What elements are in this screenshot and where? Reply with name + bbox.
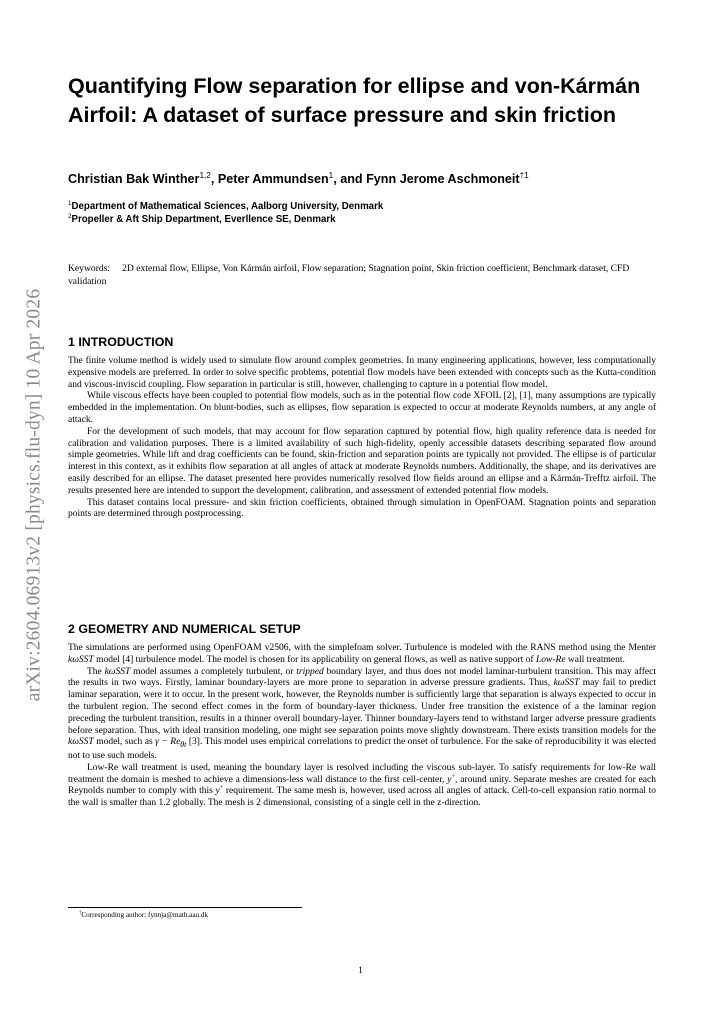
section-heading-geometry: 2 GEOMETRY AND NUMERICAL SETUP [68, 622, 301, 636]
author-name: Christian Bak Winther [68, 172, 200, 186]
author-separator: , and [333, 172, 367, 186]
arxiv-identifier-stamp: arXiv:2604.06913v2 [physics.flu-dyn] 10 Apr 2026 [23, 288, 44, 702]
introduction-body [68, 356, 656, 521]
author-affil-mark: 1 [328, 170, 334, 180]
author-affil-mark: 1,2 [199, 170, 211, 180]
author-name: Fynn Jerome Aschmoneit [366, 172, 520, 186]
affiliation-item [68, 201, 668, 214]
page-number: 1 [358, 966, 363, 976]
footnote-text: Corresponding author: fynnja@math.aau.dk [81, 911, 209, 919]
author-separator: , [210, 172, 218, 186]
affiliation-mark: 1 [68, 199, 72, 207]
affiliation-text: Propeller & Aft Ship Department, Everllence SE, Denmark [71, 213, 336, 225]
keywords-block [68, 262, 656, 288]
author-name: Peter Ammundsen [217, 172, 329, 186]
paragraph: While viscous effects have been coupled to potential flow models, such as in the potential flow code XFOIL [2], [1], many assumptions are typically embedded in the implementation. On blunt-bodies, such as ellipses, flow separation is expected to occur at moderate Reynolds numbers, at any angle of attack. [68, 391, 656, 425]
paragraph: The finite volume method is widely used to simulate flow around complex geometries. In many engineering applications, however, less computationally expensive models are preferred. In order to solve specific problems, potential flow models have been extended with concepts such as the Kutta-condition and viscous-inviscid coupling. Flow separation in particular is still, however, challenging to capture in a potential flow model. [68, 356, 656, 390]
math-expression: γ − Re [155, 737, 181, 748]
keywords-text: 2D external flow, Ellipse, Von Kármán airfoil, Flow separation; Stagnation point, Skin friction coefficient, Benchmark dataset, CFD validation [68, 263, 630, 287]
paragraph: The kωSST model assumes a completely turbulent, or tripped boundary layer, and thus does not model laminar-turbulent transition. This may affect the results in two ways. Firstly, laminar boundary-layers are more prone to separation in adverse pressure gradients. Thus, kωSST may fail to predict laminar separation, were it to occur. In the present work, however, the Reynolds number is sufficiently large that separation is always expected to occur in the turbulent region. The second effect comes in the form of boundary-layer thickness. Under free transition the existence of a the laminar region preceding the turbulent transition, results in a thinner overall boundary-layer. Thinner boundary-layers tend to withstand larger adverse pressure gradients before separation. Thus, with ideal transition modeling, one might see separation points move slightly downstream. There exists transition models for the kωSST model, such as $\gamma - Re_{\theta t}$ [3]. This model uses empirical correlations to predict the onset of turbulence. For the sake of reproducibility it was elected not to use such models. [68, 666, 657, 762]
affiliation-list [68, 201, 668, 226]
footnote [79, 911, 208, 919]
paragraph: This dataset contains local pressure- and skin friction coefficients, obtained through simulation in OpenFOAM. Stagnation points and separation points are determined through postprocessing. [68, 497, 656, 520]
affiliation-text: Department of Mathematical Sciences, Aalborg University, Denmark [71, 201, 384, 212]
paper-title: Quantifying Flow separation for ellipse and von-Kármán Airfoil: A dataset of surface pressure and skin friction [68, 74, 641, 127]
geometry-body [68, 643, 656, 810]
affiliation-mark: 2 [68, 212, 72, 220]
paragraph: The simulations are performed using OpenFOAM v2506, with the simplefoam solver. Turbulence is modeled with the RANS method using the Menter kωSST model [4] turbulence model. The model is chosen for its applicability on general flows, as well as native support of Low-Re wall treatment. [68, 643, 656, 665]
keywords-label: Keywords: [68, 263, 111, 274]
section-heading-introduction: 1 INTRODUCTION [68, 335, 174, 349]
author-affil-mark: †1 [519, 170, 529, 180]
paragraph: Low-Re wall treatment is used, meaning the boundary layer is resolved including the viscous sub-layer. To satisfy requirements for low-Re wall treatment the domain is meshed to achieve a dimensions-less wall distance to the first cell-center, y+, around unity. Separate meshes are created for each Reynolds number to comply with this y+ requirement. The same mesh is, however, used across all angles of attack. Cell-to-cell expansion ratio normal to the wall is smaller than 1.2 globally. The mesh is 2 dimensional, consisting of a single cell in the z-direction. [68, 762, 656, 809]
footnote-mark: † [79, 910, 82, 916]
paragraph: For the development of such models, that may account for flow separation captured by potential flow, high quality reference data is needed for calibration and validation purposes. There is a limited availability of such high-fidelity, openly accessible datasets describing separated flow around simple geometries. While lift and drag coefficients can be found, skin-friction and separation points are typically not provided. The ellipse is of particular interest in this context, as it exhibits flow separation at all angles of attack at moderate Reynolds numbers. Additionally, the shape, and its derivatives are easily described for an ellipse. The dataset presented here provides numerically resolved flow fields around an ellipse and a Kármán-Trefftz airfoil. The results presented here are intended to support the development, calibration, and assessment of extended potential flow models. [68, 426, 656, 496]
author-list [68, 172, 668, 186]
affiliation-item [68, 214, 668, 227]
footnote-divider [68, 907, 302, 908]
